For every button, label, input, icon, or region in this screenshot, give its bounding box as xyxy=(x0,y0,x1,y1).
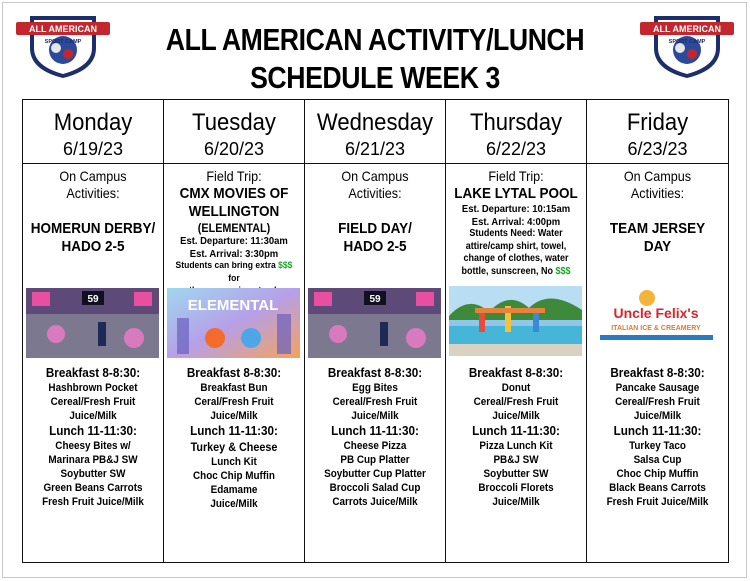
activity-lead: Activities: xyxy=(630,185,685,201)
meal-menu xyxy=(30,365,156,509)
money-symbol: $$$ xyxy=(555,265,571,277)
menu-item: Cheesy Bites w/ xyxy=(55,440,131,452)
menu-item: Black Beans Carrots xyxy=(609,482,706,494)
menu-item: Cereal/Fresh Fruit xyxy=(50,396,136,408)
menu-item: Juice/Milk xyxy=(69,410,117,422)
activity-title: FIELD DAY/ xyxy=(338,220,412,237)
menu-item: Fresh Fruit Juice/Milk xyxy=(42,496,144,508)
activity-block xyxy=(594,168,721,256)
meal-menu xyxy=(453,365,579,509)
day-column-wednesday xyxy=(305,100,446,562)
day-name: Tuesday xyxy=(192,109,276,136)
menu-item: Cereal/Fresh Fruit xyxy=(332,396,418,408)
menu-item: Fresh Fruit Juice/Milk xyxy=(606,496,709,508)
breakfast-heading: Breakfast 8-8:30: xyxy=(186,365,282,380)
menu-item: Broccoli Florets xyxy=(478,482,554,494)
meal-menu xyxy=(171,365,297,511)
activity-lead: Field Trip: xyxy=(206,168,262,184)
activity-title: HADO 2-5 xyxy=(61,238,125,255)
menu-item: Carrots Juice/Milk xyxy=(332,496,418,508)
lunch-heading: Lunch 11-11:30: xyxy=(190,423,278,438)
elemental-movie-poster xyxy=(167,288,300,358)
menu-item: Juice/Milk xyxy=(351,410,399,422)
day-column-tuesday xyxy=(164,100,305,562)
arrival-time: Est. Arrival: 4:00pm xyxy=(471,215,561,228)
lunch-heading: Lunch 11-11:30: xyxy=(472,423,560,438)
page-title-line1: ALL AMERICAN ACTIVITY/LUNCH xyxy=(165,22,585,57)
menu-item: Ceral/Fresh Fruit xyxy=(194,396,274,408)
day-header xyxy=(164,100,304,164)
day-date: 6/20/23 xyxy=(203,139,265,159)
packing-note: change of clothes, water xyxy=(463,253,569,264)
menu-item: Green Beans Carrots xyxy=(43,482,143,494)
day-name: Thursday xyxy=(469,109,563,136)
activity-title: HOMERUN DERBY/ xyxy=(30,220,156,237)
day-header xyxy=(23,100,163,164)
menu-item: PB Cup Platter xyxy=(340,454,410,466)
menu-item: Hashbrown Pocket xyxy=(48,382,138,394)
departure-time: Est. Departure: 10:15am xyxy=(461,203,571,215)
menu-item: Lunch Kit xyxy=(211,456,257,468)
brand-tagline: ITALIAN ICE & CREAMERY xyxy=(611,325,701,332)
activity-lead: Activities: xyxy=(66,185,120,201)
day-date: 6/23/23 xyxy=(627,139,688,159)
menu-item: Broccoli Salad Cup xyxy=(329,482,421,494)
day-name: Friday xyxy=(626,109,689,136)
lunch-heading: Lunch 11-11:30: xyxy=(613,423,702,438)
camp-logo-right xyxy=(632,8,742,80)
day-name: Wednesday xyxy=(316,109,434,136)
menu-item: Juice/Milk xyxy=(492,496,540,508)
menu-item: Juice/Milk xyxy=(633,410,682,422)
packing-note-text: bottle, sunscreen, No xyxy=(461,265,553,277)
menu-item: Soybutter SW xyxy=(483,468,549,480)
brand-name: Uncle Felix's xyxy=(613,305,699,321)
uncle-felixs-logo xyxy=(590,288,723,358)
page-title-line2: SCHEDULE WEEK 3 xyxy=(250,60,500,95)
activity-title: DAY xyxy=(643,238,672,255)
day-header xyxy=(446,100,586,164)
day-date: 6/22/23 xyxy=(485,139,547,159)
activity-lead: On Campus xyxy=(341,168,409,184)
day-column-friday xyxy=(587,100,728,562)
activity-lead: On Campus xyxy=(623,168,692,184)
menu-item: Salsa Cup xyxy=(633,454,682,466)
weekly-schedule-table xyxy=(22,99,729,563)
menu-item: Cheese Pizza xyxy=(343,440,407,452)
breakfast-heading: Breakfast 8-8:30: xyxy=(610,365,705,380)
hado-arena-photo xyxy=(308,288,441,358)
menu-item: Turkey & Cheese xyxy=(190,440,278,454)
concession-note xyxy=(171,260,297,285)
activity-lead: On Campus xyxy=(59,168,127,184)
menu-item: Juice/Milk xyxy=(210,410,258,422)
water-park-photo xyxy=(449,286,582,356)
concession-note-text: Students can bring extra xyxy=(175,260,276,271)
day-column-thursday xyxy=(446,100,587,562)
packing-note: attire/camp shirt, towel, xyxy=(465,240,567,252)
menu-item: Egg Bites xyxy=(352,382,398,394)
activity-title: LAKE LYTAL POOL xyxy=(454,185,578,202)
departure-time: Est. Departure: 11:30am xyxy=(180,235,288,247)
menu-item: PB&J SW xyxy=(493,454,539,466)
logo-left-line2: SPORT CAMP xyxy=(44,39,82,45)
breakfast-heading: Breakfast 8-8:30: xyxy=(327,365,423,380)
menu-item: Breakfast Bun xyxy=(200,382,268,394)
activity-lead: Activities: xyxy=(348,185,402,201)
svg-text:59: 59 xyxy=(87,294,99,305)
menu-item: Choc Chip Muffin xyxy=(193,470,275,482)
packing-note: Students Need: Water xyxy=(469,228,563,239)
activity-title: HADO 2-5 xyxy=(343,238,407,255)
day-date: 6/21/23 xyxy=(344,139,406,159)
arrival-time: Est. Arrival: 3:30pm xyxy=(189,247,279,260)
menu-item: Cereal/Fresh Fruit xyxy=(473,396,559,408)
menu-item: Juice/Milk xyxy=(492,410,540,422)
logo-right-line2: SPORT CAMP xyxy=(668,39,706,45)
activity-block xyxy=(30,168,156,256)
activity-block xyxy=(453,168,579,278)
menu-item: Juice/Milk xyxy=(210,498,258,510)
activity-block xyxy=(312,168,438,256)
activity-subtitle: (ELEMENTAL) xyxy=(197,221,271,235)
menu-item: Donut xyxy=(501,382,531,394)
activity-title: WELLINGTON xyxy=(188,203,280,220)
lunch-heading: Lunch 11-11:30: xyxy=(331,423,419,438)
day-date: 6/19/23 xyxy=(62,139,124,159)
camp-logo-left xyxy=(8,8,118,80)
day-header xyxy=(587,100,728,164)
activity-block xyxy=(171,168,297,298)
activity-title: TEAM JERSEY xyxy=(609,220,706,237)
day-name: Monday xyxy=(53,109,133,136)
logo-left-line1: ALL AMERICAN xyxy=(29,24,97,34)
menu-item: Soybutter SW xyxy=(60,468,126,480)
poster-title: ELEMENTAL xyxy=(187,297,279,314)
activity-title: CMX MOVIES OF xyxy=(179,185,289,202)
menu-item: Choc Chip Muffin xyxy=(616,468,699,480)
menu-item: Pancake Sausage xyxy=(615,382,700,394)
svg-text:59: 59 xyxy=(369,294,381,305)
meal-menu xyxy=(312,365,438,509)
menu-item: Cereal/Fresh Fruit xyxy=(615,396,700,408)
money-symbol: $$$ xyxy=(278,260,293,271)
lunch-heading: Lunch 11-11:30: xyxy=(49,423,137,438)
activity-lead: Field Trip: xyxy=(488,168,544,184)
packing-note xyxy=(453,266,579,279)
day-column-monday xyxy=(23,100,164,562)
concession-note-text: for xyxy=(228,272,240,284)
meal-menu xyxy=(594,365,721,509)
logo-right-line1: ALL AMERICAN xyxy=(653,24,721,34)
breakfast-heading: Breakfast 8-8:30: xyxy=(45,365,141,380)
hado-arena-photo xyxy=(26,288,159,358)
menu-item: Marinara PB&J SW xyxy=(48,454,138,466)
menu-item: Turkey Taco xyxy=(629,440,686,452)
menu-item: Edamame xyxy=(210,484,258,496)
menu-item: Soybutter Cup Platter xyxy=(324,468,426,480)
day-header xyxy=(305,100,445,164)
menu-item: Pizza Lunch Kit xyxy=(479,440,553,452)
breakfast-heading: Breakfast 8-8:30: xyxy=(468,365,564,380)
